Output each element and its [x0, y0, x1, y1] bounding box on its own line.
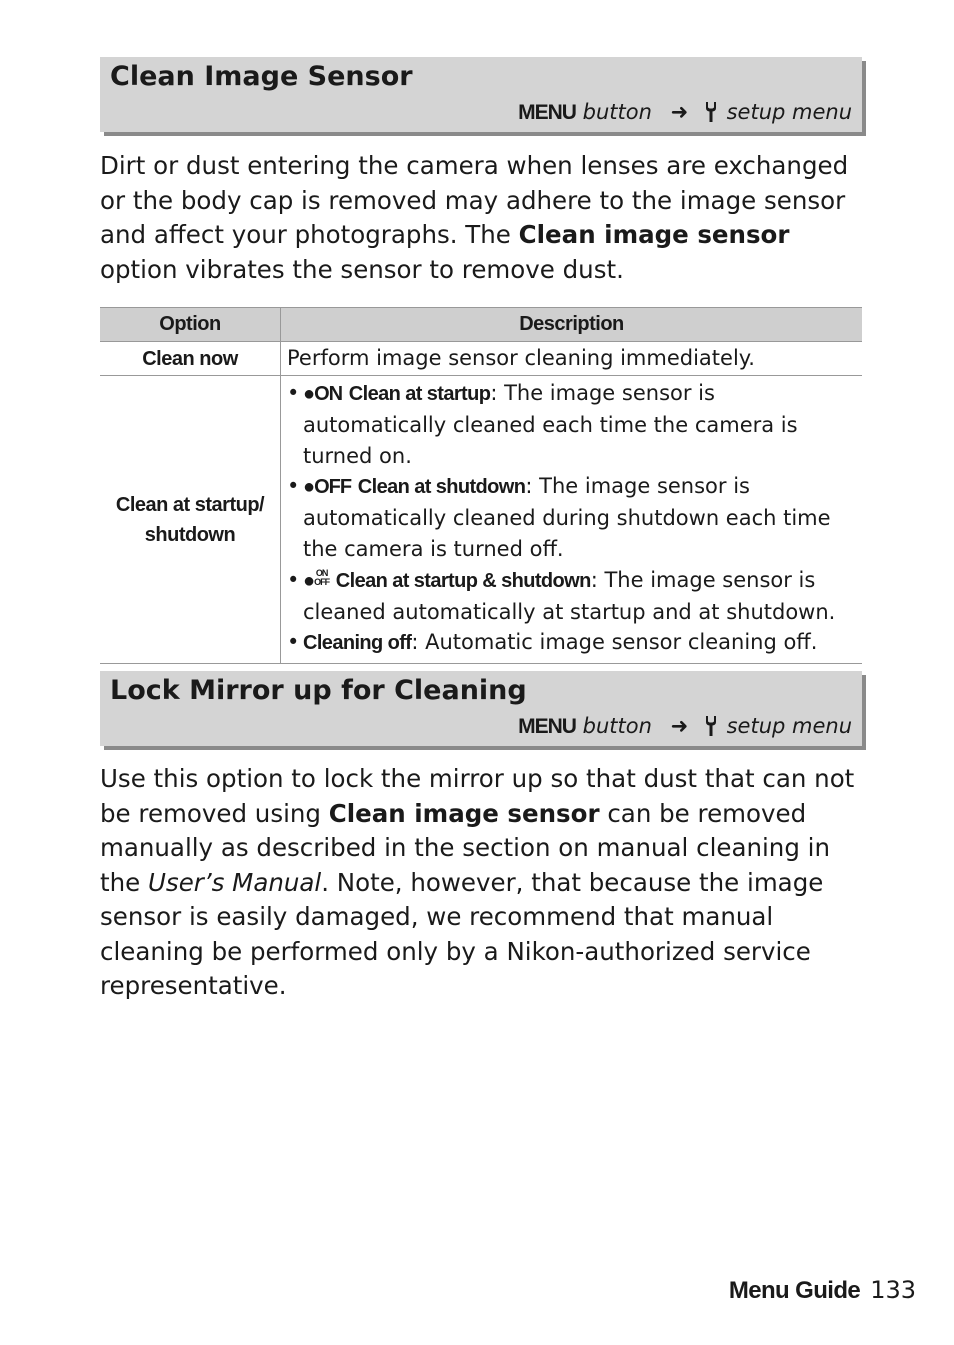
description-cell — [281, 376, 863, 664]
page-number: 133 — [870, 1276, 916, 1304]
paragraph-italic-text: User’s Manual — [148, 867, 322, 897]
paragraph-text: Use this option to lock the mirror up so that dust that can not be removed using — [100, 764, 855, 828]
description-cell: Perform image sensor cleaning immediately. — [281, 342, 863, 376]
paragraph-text: . Note, however, that because the image sensor is easily damaged, we recommend that manual cleaning be performed only by a Nikon-authorized service representative. — [100, 867, 824, 1000]
section-header-lock-mirror — [100, 671, 862, 746]
item-label: Clean at startup — [348, 383, 491, 405]
intro-paragraph — [100, 149, 870, 287]
options-table — [100, 307, 862, 664]
table-header-row — [100, 308, 862, 342]
footer-section-label: Menu Guide — [728, 1277, 861, 1304]
section-title: Clean Image Sensor — [110, 61, 413, 92]
list-item — [287, 565, 856, 628]
page-footer — [729, 1276, 916, 1305]
section-title: Lock Mirror up for Cleaning — [110, 675, 527, 706]
item-label: Clean at startup & shutdown — [335, 569, 591, 592]
clean-on-off-icon: ● ON OFF — [303, 567, 330, 592]
item-label: Clean at shutdown — [357, 476, 526, 499]
menu-path-button-text: button — [582, 100, 652, 124]
menu-path-button-text: button — [582, 714, 652, 738]
list-item — [287, 627, 856, 659]
clean-on-icon: ●ON — [303, 383, 343, 405]
paragraph-bold-text: Clean image sensor — [328, 798, 600, 828]
section-header-clean-image-sensor — [100, 57, 862, 132]
header-option: Option — [100, 308, 281, 342]
menu-path — [518, 100, 852, 125]
paragraph-text: option vibrates the sensor to remove dust. — [100, 254, 624, 284]
item-text: : The image sensor is automatically cleaned during shutdown each time the camera is turned off. — [303, 474, 831, 561]
menu-key-label: MENU — [518, 715, 576, 738]
item-label: Cleaning off — [303, 632, 412, 655]
clean-off-icon: ●OFF — [303, 476, 352, 499]
option-cell — [100, 376, 281, 664]
mirror-paragraph — [100, 762, 870, 1004]
paragraph-text: can be removed manually as described in the section on manual cleaning in the — [100, 798, 831, 897]
menu-path — [518, 714, 852, 739]
paragraph-text: Dirt or dust entering the camera when lenses are exchanged or the body cap is removed may adhere to the image sensor and affect your photographs. The — [100, 151, 849, 249]
menu-path-menu-text: setup menu — [726, 100, 852, 124]
wrench-icon — [705, 101, 717, 123]
menu-key-label: MENU — [518, 101, 576, 124]
list-item — [287, 378, 856, 471]
option-line: shutdown — [144, 523, 236, 546]
arrow-icon: ➜ — [670, 100, 689, 124]
item-text: : Automatic image sensor cleaning off. — [411, 630, 818, 655]
item-text: : The image sensor is automatically cleaned each time the camera is turned on. — [303, 381, 798, 468]
table-row — [100, 376, 862, 664]
item-text: : The image sensor is cleaned automatically at startup and at shutdown. — [303, 567, 836, 624]
table-row — [100, 342, 862, 376]
arrow-icon: ➜ — [670, 714, 689, 738]
menu-path-menu-text: setup menu — [726, 714, 852, 738]
option-cell: Clean now — [100, 342, 281, 376]
wrench-icon — [705, 715, 717, 737]
option-list — [287, 376, 856, 663]
paragraph-bold-text: Clean image sensor — [518, 220, 790, 249]
header-description: Description — [281, 308, 863, 342]
option-line: Clean at startup/ — [115, 493, 265, 516]
list-item — [287, 471, 856, 564]
